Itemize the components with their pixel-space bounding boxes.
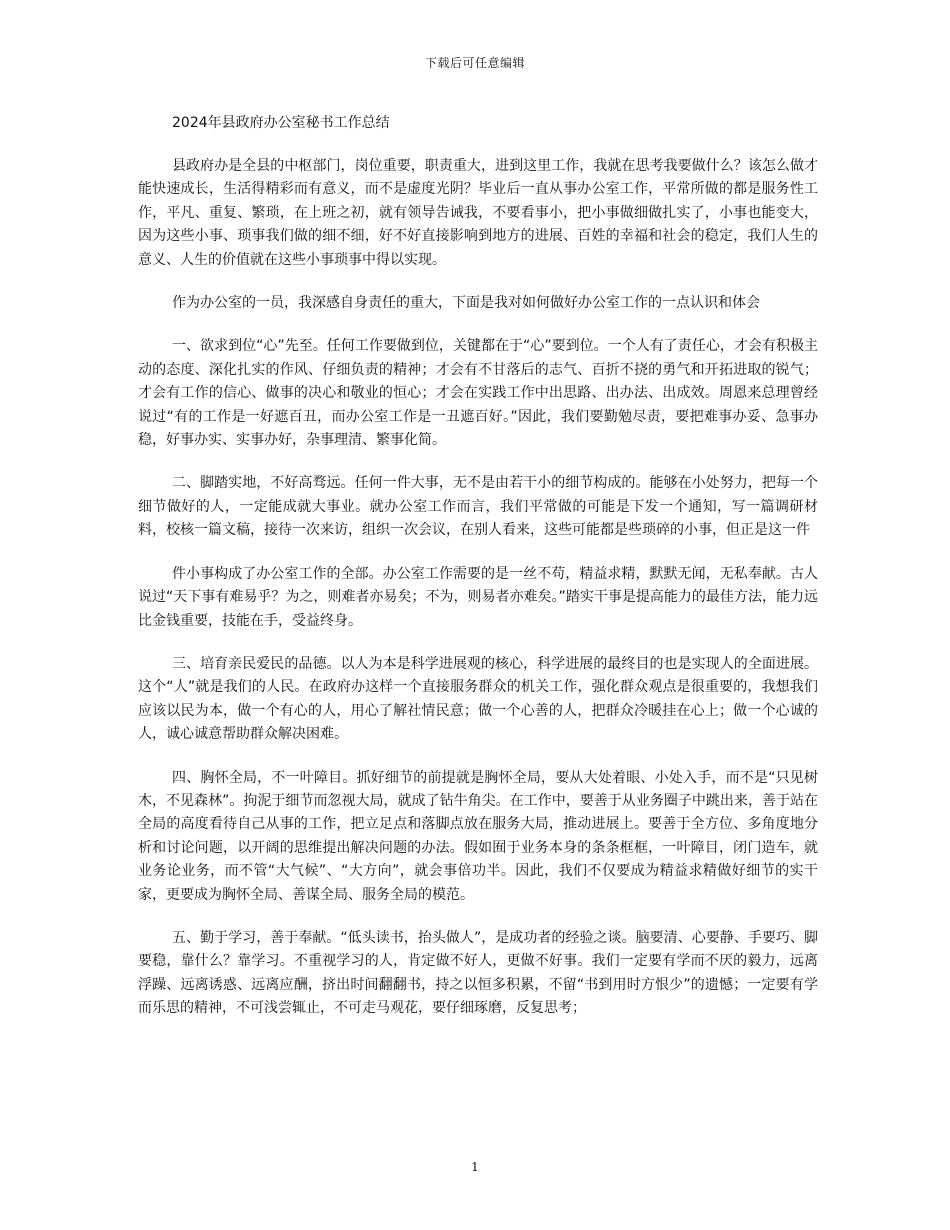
download-edit-note: 下载后可任意编辑 (424, 56, 525, 70)
paragraph-intro: 县政府办是全县的中枢部门，岗位重要，职责重大，进到这里工作，我就在思考我要做什么？该怎么做才能快速成长，生活得精彩而有意义，而不是虚度光阴？毕业后一直从事办公室工作，平常所做的都是服务性工作，平凡、重复、繁琐，在上班之初，就有领导告诫我，不要看事小，把小事做细做扎实了，小事也能变大，因为这些小事、琐事我们做的细不细，好不好直接影响到地方的进展、百姓的幸福和社会的稳定，我们人生的意义、人生的价值就在这些小事琐事中得以实现。 (138, 158, 818, 268)
page-number: 1 (471, 1160, 479, 1174)
document-title: 2024年县政府办公室秘书工作总结 (172, 115, 390, 131)
paragraph-section-three: 三、培育亲民爱民的品德。以人为本是科学进展观的核心，科学进展的最终目的也是实现人的全面进展。这个“人”就是我们的人民。在政府办这样一个直接服务群众的机关工作，强化群众观点是很重要的，我想我们应该以民为本，做一个有心的人，用心了解社情民意；做一个心善的人，把群众冷暖挂在心上；做一个心诚的人，诚心诚意帮助群众解决困难。 (138, 655, 818, 743)
paragraph-section-four: 四、胸怀全局，不一叶障目。抓好细节的前提就是胸怀全局，要从大处着眼、小处入手，而不是“只见树木，不见森林”。拘泥于细节而忽视大局，就成了钻牛角尖。在工作中，要善于从业务圈子中跳出来，善于站在全局的高度看待自己从事的工作，把立足点和落脚点放在服务大局，推动进展上。要善于全方位、多角度地分析和讨论问题，以开阔的思维提出解决问题的办法。假如囿于业务本身的条条框框，一叶障目，闭门造车，就业务论业务，而不管“大气候”、“大方向”，就会事倍功半。因此，我们不仅要成为精益求精做好细节的实干家，更要成为胸怀全局、善谋全局、服务全局的模范。 (138, 769, 818, 903)
document-body (138, 112, 818, 1041)
paragraph-section-two-continued: 件小事构成了办公室工作的全部。办公室工作需要的是一丝不苟，精益求精，默默无闻，无私奉献。古人说过“天下事有难易乎？为之，则难者亦易矣；不为，则易者亦难矣。”踏实干事是提高能力的最佳方法，能力远比金钱重要，技能在手，受益终身。 (138, 565, 818, 629)
paragraph-section-one: 一、欲求到位“心”先至。任何工作要做到位，关键都在于“心”要到位。一个人有了责任心，才会有积极主动的态度、深化扎实的作风、仔细负责的精神；才会有不甘落后的志气、百折不挠的勇气和开拓进取的锐气；才会有工作的信心、做事的决心和敬业的恒心；才会在实践工作中出思路、出办法、出成效。周恩来总理曾经说过“有的工作是一好遮百丑，而办公室工作是一丑遮百好。”因此，我们要勤勉尽责，要把难事办妥、急事办稳，好事办实、实事办好，杂事理清、繁事化简。 (138, 338, 818, 449)
paragraph-section-two: 二、脚踏实地，不好高骛远。任何一件大事，无不是由若干小的细节构成的。能够在小处努力，把每一个细节做好的人，一定能成就大事业。就办公室工作而言，我们平常做的可能是下发一个通知，写一篇调研材料，校核一篇文稿，接待一次来访，组织一次会议，在别人看来，这些可能都是些琐碎的小事，但正是这一件 (138, 475, 818, 539)
paragraph-responsibility: 作为办公室的一员，我深感自身责任的重大，下面是我对如何做好办公室工作的一点认识和体会 (172, 295, 760, 312)
paragraph-section-five: 五、勤于学习，善于奉献。“低头读书，抬头做人”，是成功者的经验之谈。脑要清、心要静、手要巧、脚要稳，靠什么？靠学习。不重视学习的人，肯定做不好人，更做不好事。我们一定要有学而不厌的毅力，远离浮躁、远离诱惑、远离应酬，挤出时间翻翻书，持之以恒多积累，不留“书到用时方恨少”的遗憾；一定要有学而乐思的精神，不可浅尝辄止，不可走马观花，要仔细琢磨，反复思考； (138, 929, 818, 1017)
